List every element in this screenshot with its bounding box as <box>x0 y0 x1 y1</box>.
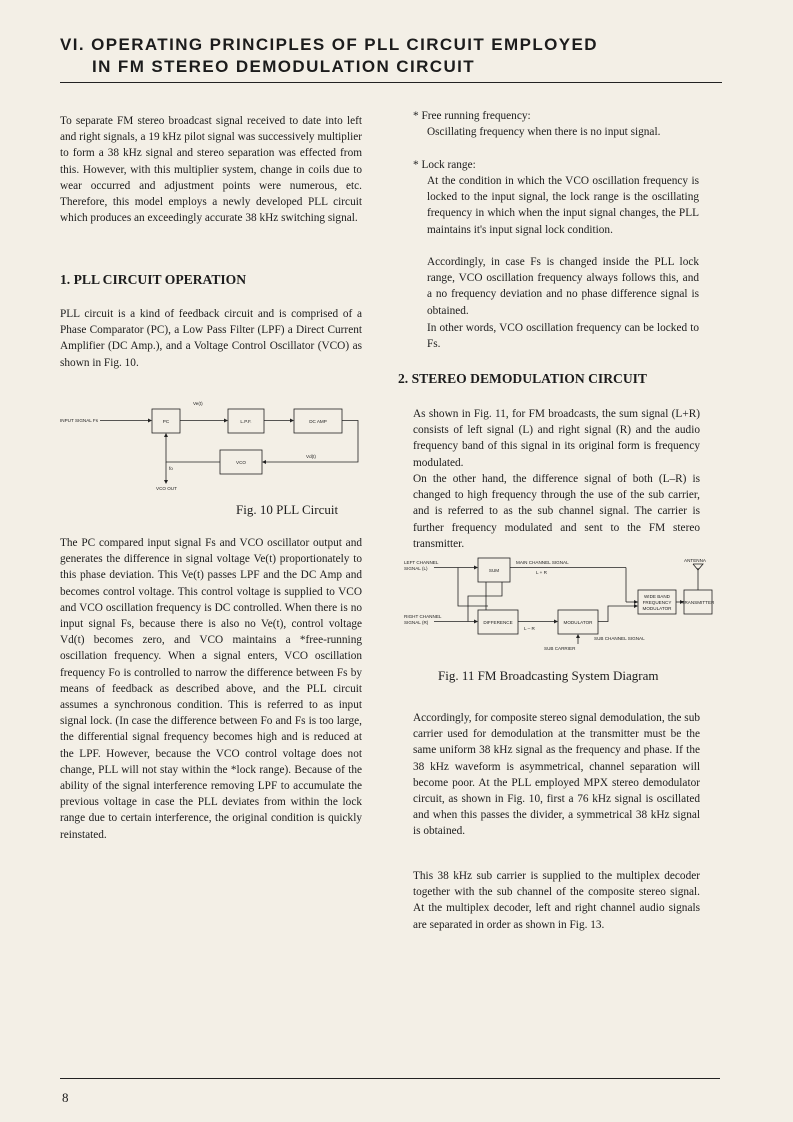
fig11-arrow <box>474 620 478 624</box>
fig11-wb-label-1: WIDE BAND <box>643 594 671 599</box>
fig11-right-signal-label: SIGNAL (R) <box>404 620 429 625</box>
fig11-arrow <box>576 634 580 638</box>
fig10-fo-label: fo <box>169 466 173 471</box>
fig11-cross-wire <box>458 568 488 607</box>
fig10-vco-label: VCO <box>236 460 246 465</box>
fig11-sub-carrier-label: SUB CARRIER <box>544 646 576 651</box>
section1-heading: 1. PLL CIRCUIT OPERATION <box>60 272 247 287</box>
title-line-1: VI. OPERATING PRINCIPLES OF PLL CIRCUIT EMPLOYED <box>60 35 598 54</box>
lock-range-text-1: At the condition in which the VCO oscillation frequency is locked to the input signal, the lock range is the oscillating frequency in which when the input signal changes, the PLL maintains it's input signal lock condition. <box>427 175 699 236</box>
fig10-pc-label: PC <box>162 419 170 424</box>
fig10-vet-label: Ve(t) <box>193 401 203 406</box>
fig10-vdt-label: Vd(t) <box>306 454 316 459</box>
fig11-left-signal-label: SIGNAL (L) <box>404 566 428 571</box>
fig11-lr-plus-label: L + R <box>536 570 547 575</box>
fig11-arrow <box>634 600 638 604</box>
fig10-vco-out-label: VCO OUT <box>156 486 177 491</box>
fig11-arrow <box>634 604 638 608</box>
page-title <box>60 34 740 78</box>
section2-para3: Accordingly, for composite stereo signal demodulation, the sub carrier used for demodulation at the transmitter must be the same uniform 38 kHz signal as the frequency and phase. If the 38 kHz waveform is asymmetrical, channel separation will become poor. At the PLL employed MPX stereo demodulator circuit, as shown in Fig. 10, first a 76 kHz signal is oscillated and when this passes the divider, a symmetrical 38 kHz signal is obtained. <box>413 712 700 838</box>
fig11-difference-label: DIFFERENCE <box>483 620 513 625</box>
fig10-arrow <box>164 433 168 437</box>
fig11-wire <box>598 606 634 622</box>
fig11-antenna-label: ANTENNA <box>684 558 706 563</box>
fig11-transmitter-label: TRANSMITTER <box>681 600 714 605</box>
fig10-diagram <box>60 392 370 492</box>
section2-para2: On the other hand, the difference signal of both (L–R) is changed to high frequency through the use of the sub carrier, and is referred to as the sub channel signal. The carrier is further frequency modulated and sent to the FM stereo transmitter. <box>413 473 700 550</box>
fig10-arrow <box>262 460 266 464</box>
free-running-label: * Free running frequency: <box>413 110 531 122</box>
footer-rule <box>60 1078 720 1079</box>
fig11-left-channel-label: LEFT CHANNEL <box>404 560 439 565</box>
fig11-modulator-label: MODULATOR <box>563 620 593 625</box>
section1-para1: PLL circuit is a kind of feedback circuit and is comprised of a Phase Comparator (PC), a Low Pass Filter (LPF) a Direct Current Amplifier (DC Amp.), and a Voltage Control Oscillator (VCO) as shown in Fig. 10. <box>60 308 362 369</box>
section2-para4: This 38 kHz sub carrier is supplied to the multiplex decoder together with the sub channel of the composite stereo signal. At the multiplex decoder, left and right channel audio signals are separated in order as shown in Fig. 13. <box>413 870 700 931</box>
fig11-diagram <box>404 556 714 652</box>
lock-range-text-2: Accordingly, in case Fs is changed inside the PLL lock range, VCO oscillation frequency always follows this, and a no frequency deviation and no phase difference signal is obtained. <box>427 256 699 317</box>
fig11-sum-label: SUM <box>488 568 500 573</box>
fig11-right-channel-label: RIGHT CHANNEL <box>404 614 442 619</box>
fig11-sub-channel-label: SUB CHANNEL SIGNAL <box>594 636 645 641</box>
fig11-arrow <box>554 620 558 624</box>
page-number: 8 <box>62 1090 69 1105</box>
fig10-input-label: INPUT SIGNAL Fs <box>60 418 99 423</box>
section2-para1: As shown in Fig. 11, for FM broadcasts, the sum signal (L+R) consists of left signal (L) and right signal (R) and the audio frequency band of this signal in its original form is frequency modulated. <box>413 408 700 469</box>
fig10-vco-to-pc-wire <box>166 437 220 462</box>
fig10-arrow <box>224 419 228 423</box>
lock-range-label: * Lock range: <box>413 159 476 171</box>
section1-para2: The PC compared input signal Fs and VCO oscillator output and generates the difference in signal voltage Ve(t) proportionately to this phase deviation. This Ve(t) passes LPF and the DC Amp and becomes control voltage. This control voltage is supplied to VCO and VCO oscillation frequency is DC controlled. When there is no input signal Fs, because there is also no Ve(t), control voltage Vd(t) becomes zero, and VCO maintains a *free-running oscillation frequency. When a signal enters, VCO oscillation frequency Fo is controlled to narrow the difference between Fs by means of feedback as described above, and the PLL circuit assumes a synchronous condition. This is referred to as input signal lock. (In case the difference between Fo and Fs is too large, the differential signal frequency becomes high and is reduced at the LPF. However, because the VCO control voltage does not change, PLL will not stay within the *lock range). Because of the ability of the signal interference removing LPF to accumulate the previous voltage in case the PLL deviates from within the lock range due to certain interference, the original condition is quickly reinstated. <box>60 537 362 841</box>
free-running-text: Oscillating frequency when there is no input signal. <box>427 126 661 138</box>
fig11-arrow <box>474 566 478 570</box>
lock-range-text-3: In other words, VCO oscillation frequency can be locked to Fs. <box>427 322 699 351</box>
fig10-arrow <box>148 419 152 423</box>
fig11-wb-label-2: FREQUENCY <box>642 600 672 605</box>
fig11-wb-label-3: MODULATOR <box>642 606 672 611</box>
fig11-caption: Fig. 11 FM Broadcasting System Diagram <box>438 668 659 683</box>
fig10-caption: Fig. 10 PLL Circuit <box>236 502 339 517</box>
fig10-arrow <box>164 480 168 484</box>
fig11-cross-wire <box>468 582 502 622</box>
fig11-main-channel-label: MAIN CHANNEL SIGNAL <box>516 560 569 565</box>
fig10-dcamp-label: DC AMP <box>309 419 327 424</box>
fig10-lpf-label: L.P.F. <box>240 419 252 424</box>
fig10-arrow <box>290 419 294 423</box>
intro-paragraph: To separate FM stereo broadcast signal received to date into left and right signals, a 19 kHz pilot signal was successively multiplier to form a 38 kHz signal and stereo separation was effected from this. However, with this multiplier system, change in coils due to wear occurred and adjustment points were numerous, etc. Therefore, this model employs a newly developed PLL circuit which produces an exceedingly accurate 38 kHz switching signal. <box>60 115 362 225</box>
title-line-2: IN FM STEREO DEMODULATION CIRCUIT <box>92 57 476 76</box>
title-rule <box>60 82 722 83</box>
fig11-lr-minus-label: L – R <box>524 626 535 631</box>
section2-heading: 2. STEREO DEMODULATION CIRCUIT <box>398 371 648 386</box>
